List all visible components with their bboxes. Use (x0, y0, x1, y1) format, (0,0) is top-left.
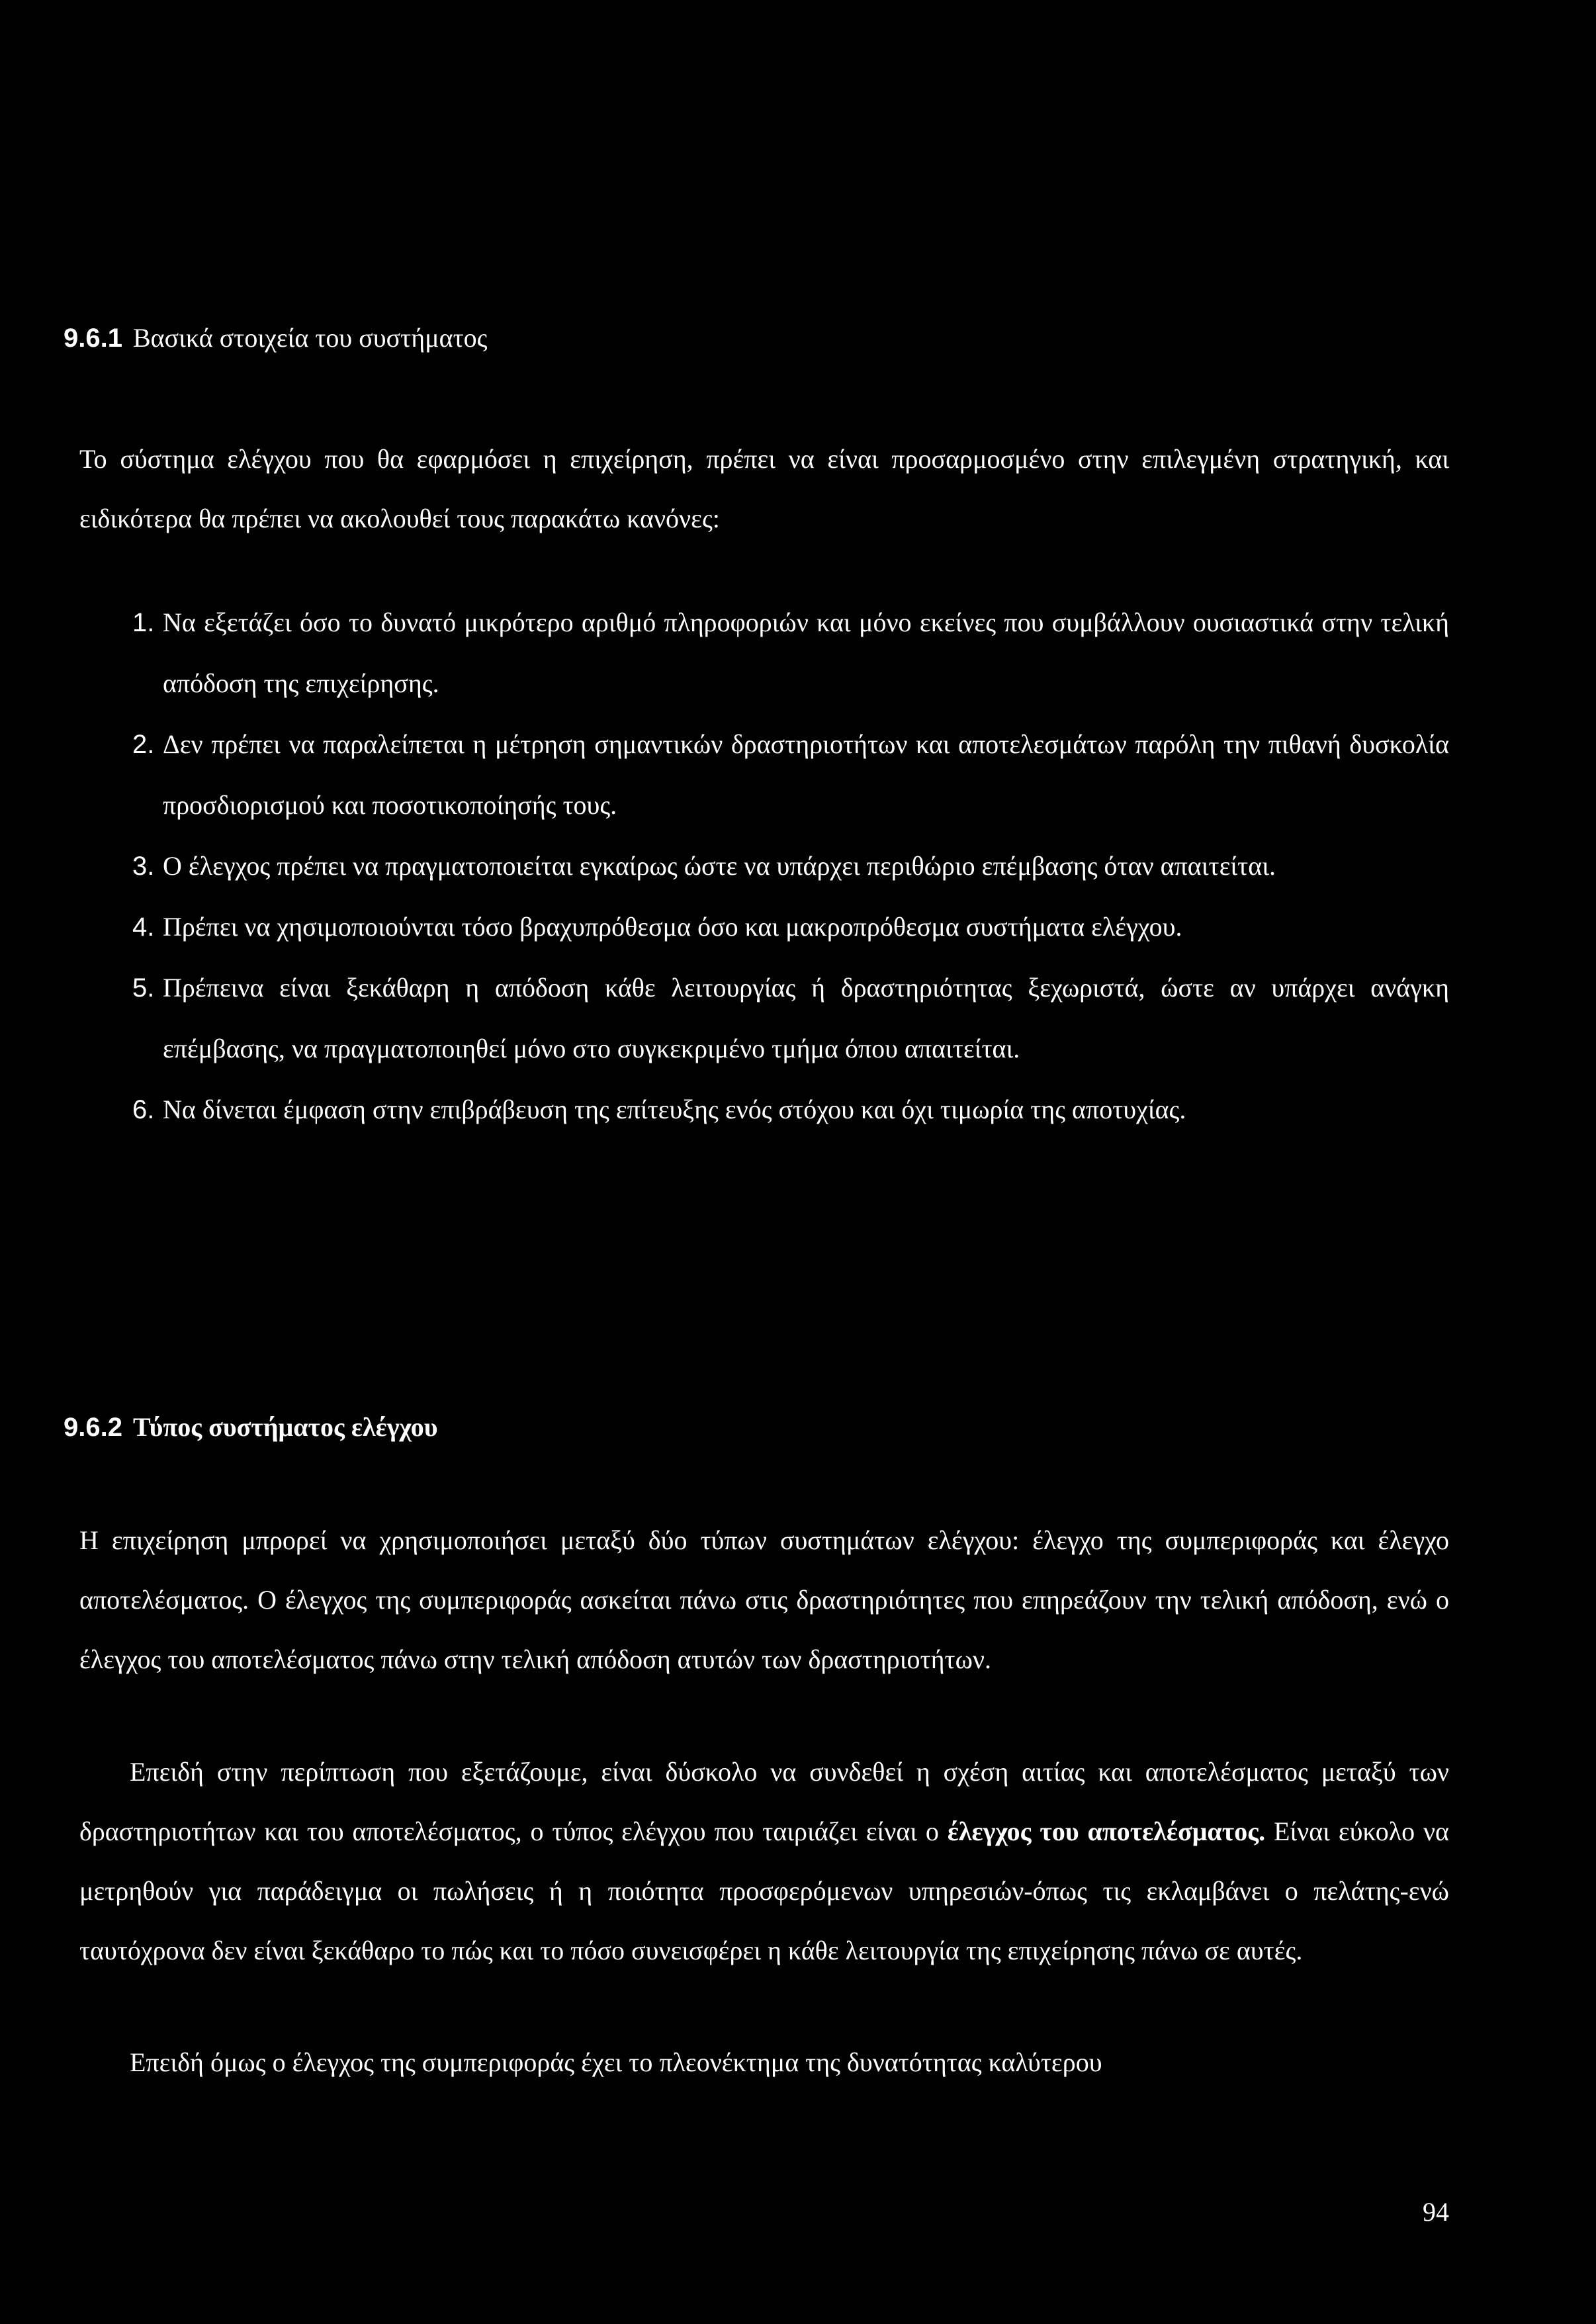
paragraph-text: Είναι εύκολο να μετρηθούν για παράδειγμα οι πωλήσεις ή η ποιότητα προσφερόμενων υπηρεσιών-όπως τις εκλαμβάνει ο πελάτης-ενώ ταυτόχρονα δεν είναι ξεκάθαρο το πώς και το πόσο συνεισφέρει η κάθε λειτουργία της επιχείρησης πάνω σε αυτές. (79, 1816, 1450, 1965)
emphasized-term: έλεγχος του αποτελέσματος. (947, 1816, 1266, 1846)
list-item-number: 6. (132, 1095, 155, 1124)
intro-paragraph: Το σύστημα ελέγχου που θα εφαρμόσει η επιχείρηση, πρέπει να είναι προσαρμοσμένο στην επιλεγμένη στρατηγική, και ειδικότερα θα πρέπει να ακολουθεί τους παρακάτω κανόνες: (79, 444, 1449, 533)
list-item-text: Να εξετάζει όσο το δυνατό μικρότερο αριθμό πληροφοριών και μόνο εκείνες που συμβάλλουν ουσιαστικά στην τελική απόδοση της επιχείρησης. (163, 607, 1449, 698)
list-item-text: Δεν πρέπει να παραλείπεται η μέτρηση σημαντικών δραστηριοτήτων και αποτελεσμάτων παρόλη την πιθανή δυσκολία προσδιορισμού και ποσοτικοποίησής τους. (163, 729, 1449, 820)
list-item-text: Ο έλεγχος πρέπει να πραγματοποιείται εγκαίρως ώστε να υπάρχει περιθώριο επέμβασης όταν απαιτείται. (163, 851, 1276, 881)
section-heading-control-type (64, 1409, 438, 1445)
list-item (132, 592, 1449, 714)
paragraph-text: Επειδή στην περίπτωση που εξετάζουμε, είναι δύσκολο να συνδεθεί η σχέση αιτίας και αποτελέσματος μεταξύ των δραστηριοτήτων και του αποτελέσματος, ο τύπος ελέγχου που ταιριάζει είναι ο (79, 1757, 1449, 1846)
list-item-text: Πρέπει να χησιμοποιούνται τόσο βραχυπρόθεσμα όσο και μακροπρόθεσμα συστήματα ελέγχου. (163, 912, 1182, 942)
list-item-number: 3. (132, 852, 155, 881)
list-item-text: Να δίνεται έμφαση στην επιβράβευση της επίτευξης ενός στόχου και όχι τιμωρία της αποτυχίας. (163, 1095, 1186, 1124)
list-item (132, 897, 1449, 958)
list-item (132, 1079, 1449, 1140)
section-heading-basic-elements (64, 320, 487, 356)
list-item (132, 836, 1449, 897)
body-paragraph-1: Η επιχείρηση μπρορεί να χρησιμοποιήσει μεταξύ δύο τύπων συστημάτων ελέγχου: έλεγχο της συμπεριφοράς και έλεγχο αποτελέσματος. Ο έλεγχος της συμπεριφοράς ασκείται πάνω στις δραστηριότητες που επηρεάζουν την τελική απόδοση, ενώ ο έλεγχος του αποτελέσματος πάνω στην τελική απόδοση ατυτών των δραστηριοτήτων. (79, 1525, 1449, 1674)
section-title: Τύπος συστήματος ελέγχου (132, 1412, 438, 1442)
list-item-number: 2. (132, 730, 155, 759)
list-item-number: 4. (132, 913, 155, 942)
body-paragraph-2 (79, 1742, 1449, 1981)
list-item (132, 714, 1449, 836)
section-title: Βασικά στοιχεία του συστήματος (132, 323, 488, 353)
rules-list (132, 592, 1449, 1140)
section-number: 9.6.1 (64, 324, 122, 353)
list-item-number: 5. (132, 973, 155, 1003)
list-item-number: 1. (132, 608, 155, 637)
page-number: 94 (1423, 2197, 1449, 2227)
list-item (132, 958, 1449, 1079)
section-number: 9.6.2 (64, 1413, 122, 1442)
body-paragraph-3: Επειδή όμως ο έλεγχος της συμπεριφοράς έχει το πλεονέκτημα της δυνατότητας καλύτερου (130, 2047, 1102, 2077)
list-item-text: Πρέπεινα είναι ξεκάθαρη η απόδοση κάθε λειτουργίας ή δραστηριότητας ξεχωριστά, ώστε αν υπάρχει ανάγκη επέμβασης, να πραγματοποιηθεί μόνο στο συγκεκριμένο τμήμα όπου απαιτείται. (163, 973, 1449, 1063)
